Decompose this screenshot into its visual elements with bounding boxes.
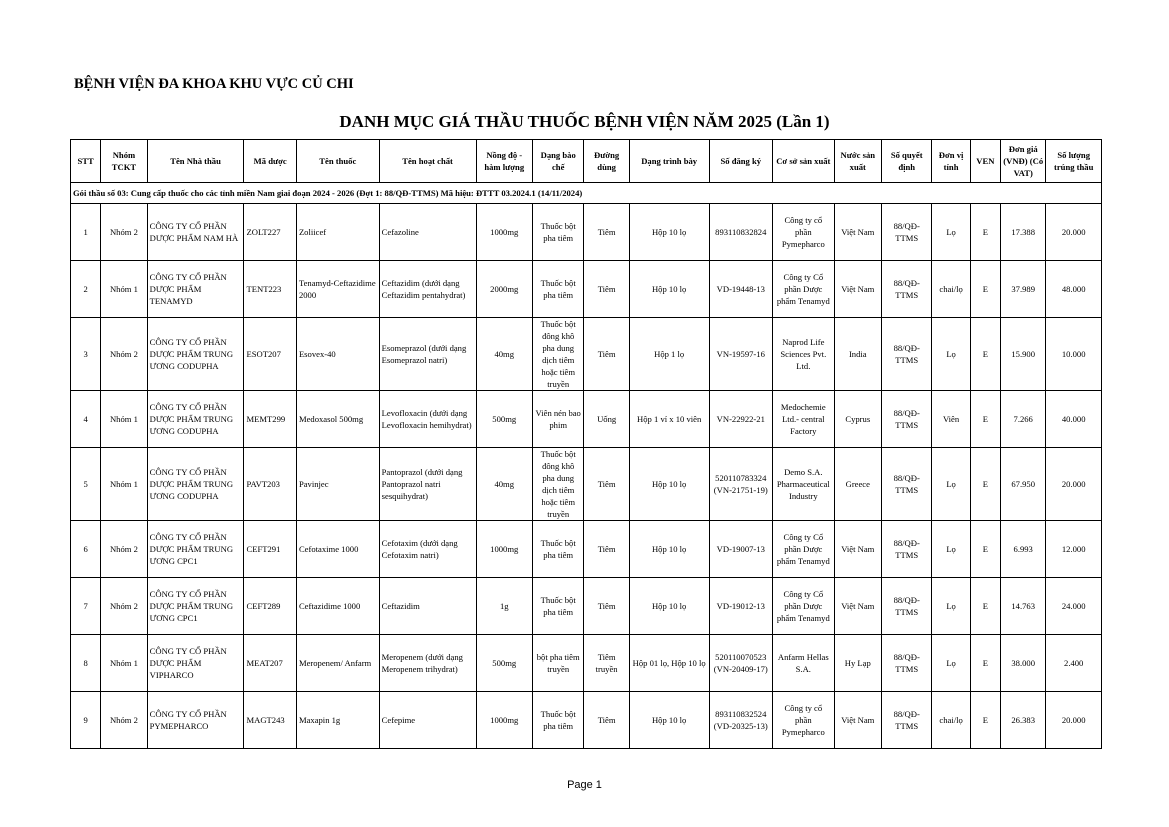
cell-nong-do: 500mg [476, 635, 532, 692]
cell-so-dang-ky: VD-19448-13 [709, 261, 773, 318]
cell-hoat-chat: Esomeprazol (dưới dạng Esomeprazol natri) [379, 318, 476, 391]
cell-co-so-sx: Công ty cổ phần Pymepharco [773, 692, 835, 749]
cell-nuoc-sx: India [834, 318, 881, 391]
cell-don-vi: Lọ [932, 635, 970, 692]
cell-nhom: Nhóm 2 [101, 521, 147, 578]
cell-ven: E [970, 448, 1000, 521]
cell-so-qd: 88/QĐ-TTMS [881, 318, 931, 391]
cell-co-so-sx: Công ty Cổ phần Dược phẩm Tenamyd [773, 578, 835, 635]
cell-so-dang-ky: VN-19597-16 [709, 318, 773, 391]
cell-so-luong: 48.000 [1046, 261, 1102, 318]
cell-nong-do: 1g [476, 578, 532, 635]
cell-co-so-sx: Công ty Cổ phần Dược phẩm Tenamyd [773, 261, 835, 318]
cell-so-luong: 20.000 [1046, 692, 1102, 749]
header-so-dang-ky: Số đăng ký [709, 140, 773, 183]
cell-ten-thuoc: Esovex-40 [296, 318, 379, 391]
cell-dang-trinh-bay: Hộp 10 lọ [629, 521, 709, 578]
cell-hoat-chat: Cefepime [379, 692, 476, 749]
cell-hoat-chat: Levofloxacin (dưới dạng Levofloxacin hemihydrat) [379, 391, 476, 448]
cell-don-gia: 17.388 [1001, 204, 1046, 261]
cell-stt: 9 [71, 692, 101, 749]
cell-don-gia: 6.993 [1001, 521, 1046, 578]
header-nong-do: Nồng độ - hàm lượng [476, 140, 532, 183]
cell-dang-bao-che: Thuốc bột đông khô pha dung dịch tiêm hoặc tiêm truyền [532, 448, 583, 521]
header-nhom: Nhóm TCKT [101, 140, 147, 183]
hospital-name: BỆNH VIỆN ĐA KHOA KHU VỰC CỦ CHI [74, 76, 354, 92]
cell-don-vi: Viên [932, 391, 970, 448]
cell-dang-bao-che: Viên nén bao phim [532, 391, 583, 448]
cell-ten-thuoc: Tenamyd-Ceftazidime 2000 [296, 261, 379, 318]
cell-ten-thuoc: Zoliicef [296, 204, 379, 261]
cell-dang-trinh-bay: Hộp 1 vỉ x 10 viên [629, 391, 709, 448]
cell-dang-bao-che: Thuốc bột pha tiêm [532, 204, 583, 261]
cell-don-vi: chai/lọ [932, 261, 970, 318]
page-footer: Page 1 [567, 779, 602, 791]
cell-hoat-chat: Cefazoline [379, 204, 476, 261]
cell-nhom: Nhóm 2 [101, 578, 147, 635]
cell-ven: E [970, 204, 1000, 261]
cell-don-gia: 67.950 [1001, 448, 1046, 521]
cell-don-vi: Lọ [932, 521, 970, 578]
table-row [71, 318, 1102, 391]
header-so-qd: Số quyết định [881, 140, 931, 183]
cell-duong-dung: Uống [584, 391, 629, 448]
cell-nuoc-sx: Hy Lạp [834, 635, 881, 692]
cell-duong-dung: Tiêm [584, 692, 629, 749]
cell-nhom: Nhóm 2 [101, 318, 147, 391]
cell-don-vi: Lọ [932, 578, 970, 635]
header-nuoc-sx: Nước sản xuất [834, 140, 881, 183]
cell-don-gia: 26.383 [1001, 692, 1046, 749]
cell-nhom: Nhóm 1 [101, 448, 147, 521]
cell-so-luong: 20.000 [1046, 204, 1102, 261]
cell-nha-thau: CÔNG TY CỔ PHẦN PYMEPHARCO [147, 692, 244, 749]
cell-nha-thau: CÔNG TY CỔ PHẦN DƯỢC PHẨM TRUNG ƯƠNG CODUPHA [147, 318, 244, 391]
cell-don-gia: 38.000 [1001, 635, 1046, 692]
cell-co-so-sx: Công ty cổ phần Pymepharco [773, 204, 835, 261]
cell-stt: 8 [71, 635, 101, 692]
cell-so-dang-ky: VN-22922-21 [709, 391, 773, 448]
cell-ma-duoc: MEAT207 [244, 635, 296, 692]
cell-so-qd: 88/QĐ-TTMS [881, 692, 931, 749]
cell-so-dang-ky: 520110783324 (VN-21751-19) [709, 448, 773, 521]
cell-ten-thuoc: Meropenem/ Anfarm [296, 635, 379, 692]
cell-dang-bao-che: Thuốc bột pha tiêm [532, 578, 583, 635]
cell-nuoc-sx: Việt Nam [834, 692, 881, 749]
cell-hoat-chat: Pantoprazol (dưới dạng Pantoprazol natri sesquihydrat) [379, 448, 476, 521]
cell-duong-dung: Tiêm [584, 261, 629, 318]
cell-ven: E [970, 578, 1000, 635]
cell-dang-trinh-bay: Hộp 01 lọ, Hộp 10 lọ [629, 635, 709, 692]
cell-so-luong: 12.000 [1046, 521, 1102, 578]
cell-so-qd: 88/QĐ-TTMS [881, 521, 931, 578]
cell-duong-dung: Tiêm [584, 204, 629, 261]
header-ten-thuoc: Tên thuốc [296, 140, 379, 183]
document-title: DANH MỤC GIÁ THẦU THUỐC BỆNH VIỆN NĂM 2025 (Lần 1) [339, 112, 830, 131]
cell-ten-thuoc: Ceftazidime 1000 [296, 578, 379, 635]
cell-ten-thuoc: Cefotaxime 1000 [296, 521, 379, 578]
cell-don-gia: 14.763 [1001, 578, 1046, 635]
cell-ma-duoc: ESOT207 [244, 318, 296, 391]
cell-co-so-sx: Medochemie Ltd.- central Factory [773, 391, 835, 448]
cell-don-vi: chai/lọ [932, 692, 970, 749]
cell-don-gia: 37.989 [1001, 261, 1046, 318]
cell-so-qd: 88/QĐ-TTMS [881, 578, 931, 635]
header-dang-bao-che: Dạng bào chế [532, 140, 583, 183]
cell-ma-duoc: CEFT291 [244, 521, 296, 578]
cell-dang-bao-che: Thuốc bột pha tiêm [532, 261, 583, 318]
cell-nong-do: 500mg [476, 391, 532, 448]
cell-hoat-chat: Ceftazidim (dưới dạng Ceftazidim pentahydrat) [379, 261, 476, 318]
cell-co-so-sx: Demo S.A. Pharmaceutical Industry [773, 448, 835, 521]
cell-ma-duoc: MAGT243 [244, 692, 296, 749]
cell-don-gia: 7.266 [1001, 391, 1046, 448]
cell-dang-bao-che: Thuốc bột đông khô pha dung dịch tiêm hoặc tiêm truyền [532, 318, 583, 391]
header-don-vi: Đơn vị tính [932, 140, 970, 183]
drug-price-table [70, 139, 1102, 749]
cell-so-luong: 10.000 [1046, 318, 1102, 391]
cell-don-gia: 15.900 [1001, 318, 1046, 391]
cell-nong-do: 2000mg [476, 261, 532, 318]
cell-ven: E [970, 521, 1000, 578]
cell-nuoc-sx: Greece [834, 448, 881, 521]
header-stt: STT [71, 140, 101, 183]
group-label: Gói thầu số 03: Cung cấp thuốc cho các tỉnh miền Nam giai đoạn 2024 - 2026 (Đợt 1: 88/QĐ-TTMS) Mã hiệu: ĐTTT 03.2024.1 (14/11/2024) [71, 183, 1102, 204]
cell-nhom: Nhóm 1 [101, 261, 147, 318]
table-row [71, 521, 1102, 578]
table-row [71, 204, 1102, 261]
cell-nong-do: 1000mg [476, 521, 532, 578]
cell-so-qd: 88/QĐ-TTMS [881, 448, 931, 521]
cell-ten-thuoc: Medoxasol 500mg [296, 391, 379, 448]
cell-nhom: Nhóm 1 [101, 635, 147, 692]
cell-nuoc-sx: Cyprus [834, 391, 881, 448]
cell-stt: 4 [71, 391, 101, 448]
table-row [71, 692, 1102, 749]
header-dang-trinh-bay: Dạng trình bày [629, 140, 709, 183]
cell-dang-trinh-bay: Hộp 10 lọ [629, 204, 709, 261]
cell-dang-trinh-bay: Hộp 10 lọ [629, 261, 709, 318]
header-so-luong: Số lượng trúng thầu [1046, 140, 1102, 183]
header-co-so-sx: Cơ sở sản xuất [773, 140, 835, 183]
cell-stt: 2 [71, 261, 101, 318]
cell-nha-thau: CÔNG TY CỔ PHẦN DƯỢC PHẨM VIPHARCO [147, 635, 244, 692]
cell-nuoc-sx: Việt Nam [834, 261, 881, 318]
cell-stt: 5 [71, 448, 101, 521]
cell-ven: E [970, 318, 1000, 391]
header-nha-thau: Tên Nhà thầu [147, 140, 244, 183]
cell-don-vi: Lọ [932, 448, 970, 521]
cell-nhom: Nhóm 2 [101, 692, 147, 749]
cell-nha-thau: CÔNG TY CỔ PHẦN DƯỢC PHẨM NAM HÀ [147, 204, 244, 261]
cell-stt: 3 [71, 318, 101, 391]
cell-nong-do: 1000mg [476, 204, 532, 261]
cell-so-qd: 88/QĐ-TTMS [881, 635, 931, 692]
cell-nuoc-sx: Việt Nam [834, 204, 881, 261]
cell-ven: E [970, 692, 1000, 749]
cell-hoat-chat: Ceftazidim [379, 578, 476, 635]
cell-so-luong: 40.000 [1046, 391, 1102, 448]
cell-hoat-chat: Cefotaxim (dưới dạng Cefotaxim natri) [379, 521, 476, 578]
cell-dang-bao-che: bột pha tiêm truyền [532, 635, 583, 692]
cell-hoat-chat: Meropenem (dưới dạng Meropenem trihydrat) [379, 635, 476, 692]
cell-so-qd: 88/QĐ-TTMS [881, 261, 931, 318]
cell-nuoc-sx: Việt Nam [834, 521, 881, 578]
cell-nuoc-sx: Việt Nam [834, 578, 881, 635]
cell-ma-duoc: MEMT299 [244, 391, 296, 448]
cell-so-luong: 24.000 [1046, 578, 1102, 635]
cell-nha-thau: CÔNG TY CỔ PHẦN DƯỢC PHẨM TRUNG ƯƠNG CPC1 [147, 521, 244, 578]
cell-don-vi: Lọ [932, 204, 970, 261]
header-ma-duoc: Mã dược [244, 140, 296, 183]
cell-so-qd: 88/QĐ-TTMS [881, 391, 931, 448]
cell-nha-thau: CÔNG TY CỔ PHẦN DƯỢC PHẨM TRUNG ƯƠNG CPC1 [147, 578, 244, 635]
cell-nong-do: 40mg [476, 448, 532, 521]
cell-nha-thau: CÔNG TY CỔ PHẦN DƯỢC PHẨM TENAMYD [147, 261, 244, 318]
cell-don-vi: Lọ [932, 318, 970, 391]
cell-ven: E [970, 261, 1000, 318]
cell-duong-dung: Tiêm [584, 578, 629, 635]
cell-co-so-sx: Công ty Cổ phần Dược phẩm Tenamyd [773, 521, 835, 578]
cell-dang-trinh-bay: Hộp 1 lọ [629, 318, 709, 391]
cell-nong-do: 1000mg [476, 692, 532, 749]
cell-nhom: Nhóm 2 [101, 204, 147, 261]
table-row [71, 578, 1102, 635]
cell-stt: 1 [71, 204, 101, 261]
cell-nong-do: 40mg [476, 318, 532, 391]
cell-so-dang-ky: 520110070523 (VN-20409-17) [709, 635, 773, 692]
cell-dang-trinh-bay: Hộp 10 lọ [629, 692, 709, 749]
table-body [71, 183, 1102, 749]
cell-so-qd: 88/QĐ-TTMS [881, 204, 931, 261]
table-row [71, 635, 1102, 692]
header-ven: VEN [970, 140, 1000, 183]
cell-ma-duoc: ZOLT227 [244, 204, 296, 261]
table-row [71, 448, 1102, 521]
cell-dang-bao-che: Thuốc bột pha tiêm [532, 692, 583, 749]
cell-ven: E [970, 391, 1000, 448]
cell-duong-dung: Tiêm truyền [584, 635, 629, 692]
cell-duong-dung: Tiêm [584, 448, 629, 521]
cell-dang-bao-che: Thuốc bột pha tiêm [532, 521, 583, 578]
cell-co-so-sx: Anfarm Hellas S.A. [773, 635, 835, 692]
cell-stt: 7 [71, 578, 101, 635]
table-header-row [71, 140, 1102, 183]
header-don-gia: Đơn giá (VNĐ) (Có VAT) [1001, 140, 1046, 183]
cell-ten-thuoc: Pavinjec [296, 448, 379, 521]
cell-so-dang-ky: 893110832524 (VD-20325-13) [709, 692, 773, 749]
cell-nhom: Nhóm 1 [101, 391, 147, 448]
header-duong-dung: Đường dùng [584, 140, 629, 183]
cell-so-luong: 2.400 [1046, 635, 1102, 692]
cell-nha-thau: CÔNG TY CỔ PHẦN DƯỢC PHẨM TRUNG ƯƠNG CODUPHA [147, 448, 244, 521]
header-hoat-chat: Tên hoạt chất [379, 140, 476, 183]
cell-so-dang-ky: VD-19007-13 [709, 521, 773, 578]
cell-ten-thuoc: Maxapin 1g [296, 692, 379, 749]
cell-ma-duoc: TENT223 [244, 261, 296, 318]
table-row [71, 391, 1102, 448]
group-row [71, 183, 1102, 204]
cell-dang-trinh-bay: Hộp 10 lọ [629, 448, 709, 521]
cell-duong-dung: Tiêm [584, 521, 629, 578]
cell-duong-dung: Tiêm [584, 318, 629, 391]
cell-nha-thau: CÔNG TY CỔ PHẦN DƯỢC PHẨM TRUNG ƯƠNG CODUPHA [147, 391, 244, 448]
table-row [71, 261, 1102, 318]
cell-so-luong: 20.000 [1046, 448, 1102, 521]
cell-dang-trinh-bay: Hộp 10 lọ [629, 578, 709, 635]
cell-co-so-sx: Naprod Life Sciences Pvt. Ltd. [773, 318, 835, 391]
cell-so-dang-ky: 893110832824 [709, 204, 773, 261]
cell-ven: E [970, 635, 1000, 692]
cell-ma-duoc: CEFT289 [244, 578, 296, 635]
cell-so-dang-ky: VD-19012-13 [709, 578, 773, 635]
cell-ma-duoc: PAVT203 [244, 448, 296, 521]
cell-stt: 6 [71, 521, 101, 578]
